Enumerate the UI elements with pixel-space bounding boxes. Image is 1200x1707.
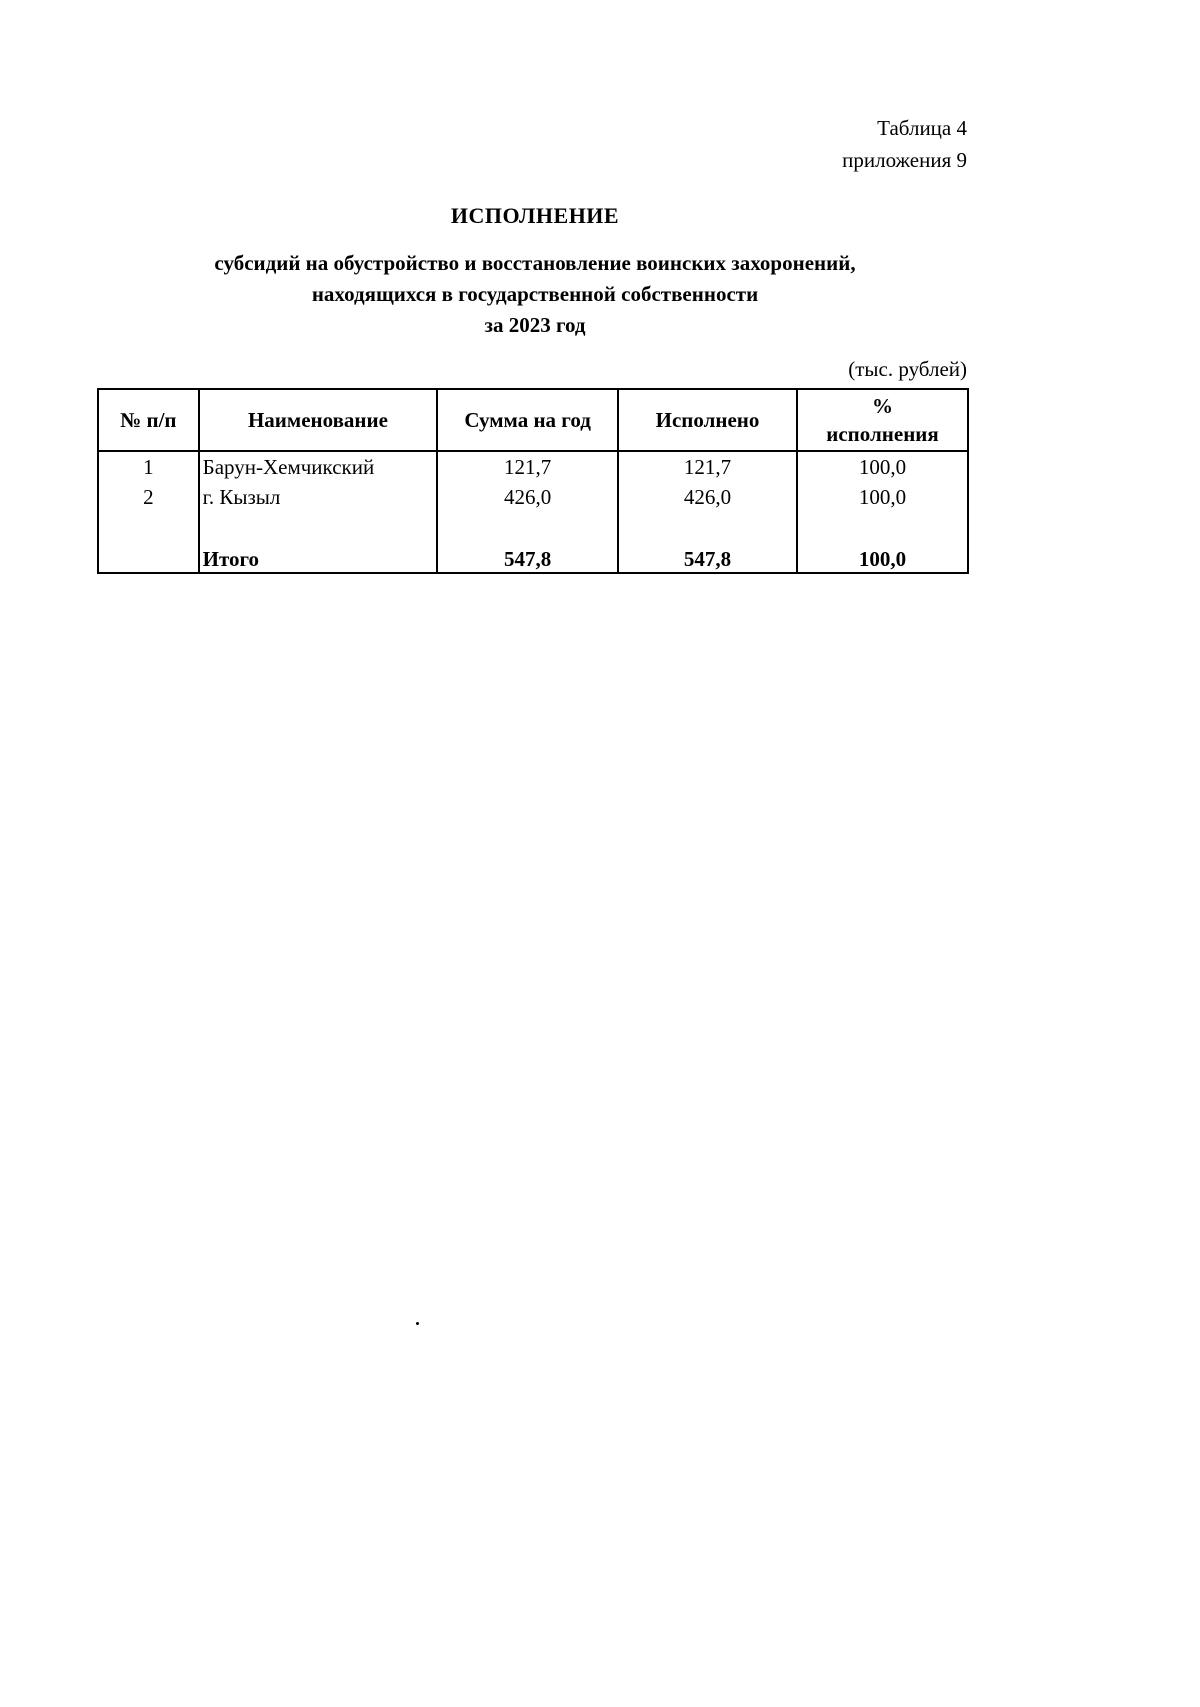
row-executed: 426,0 xyxy=(618,482,797,512)
document-subtitle xyxy=(0,248,1070,341)
row-name: Барун-Хемчикский xyxy=(199,451,438,482)
row-executed: 121,7 xyxy=(618,451,797,482)
table-total-row xyxy=(98,542,968,573)
table-spacer-row xyxy=(98,512,968,542)
execution-table xyxy=(97,388,969,574)
document-title: ИСПОЛНЕНИЕ xyxy=(450,203,620,228)
total-annual-sum: 547,8 xyxy=(437,542,618,573)
scan-speck xyxy=(416,1322,419,1325)
row-percent: 100,0 xyxy=(797,451,968,482)
table-row xyxy=(98,482,968,512)
row-annual-sum: 121,7 xyxy=(437,451,618,482)
header-executed: Исполнено xyxy=(618,389,797,451)
header-percent-sign: % xyxy=(872,394,894,418)
subtitle-line-1: субсидий на обустройство и восстановление воинских захоронений, xyxy=(214,251,856,275)
total-label: Итого xyxy=(199,542,438,573)
row-name: г. Кызыл xyxy=(199,482,438,512)
appendix-reference xyxy=(842,112,967,176)
table-row xyxy=(98,451,968,482)
header-name: Наименование xyxy=(199,389,438,451)
subtitle-line-3: за 2023 год xyxy=(484,313,586,337)
header-percent xyxy=(797,389,968,451)
total-percent: 100,0 xyxy=(797,542,968,573)
header-number: № п/п xyxy=(98,389,199,451)
appendix-table-number: Таблица 4 xyxy=(877,116,967,140)
row-number: 1 xyxy=(98,451,199,482)
row-annual-sum: 426,0 xyxy=(437,482,618,512)
header-percent-label: исполнения xyxy=(826,422,939,446)
appendix-number: приложения 9 xyxy=(842,148,967,172)
row-percent: 100,0 xyxy=(797,482,968,512)
unit-label: (тыс. рублей) xyxy=(848,357,967,381)
subtitle-line-2: находящихся в государственной собственности xyxy=(311,282,759,306)
total-number-cell xyxy=(98,542,199,573)
table-header-row xyxy=(98,389,968,451)
row-number: 2 xyxy=(98,482,199,512)
header-annual-sum: Сумма на год xyxy=(437,389,618,451)
total-executed: 547,8 xyxy=(618,542,797,573)
